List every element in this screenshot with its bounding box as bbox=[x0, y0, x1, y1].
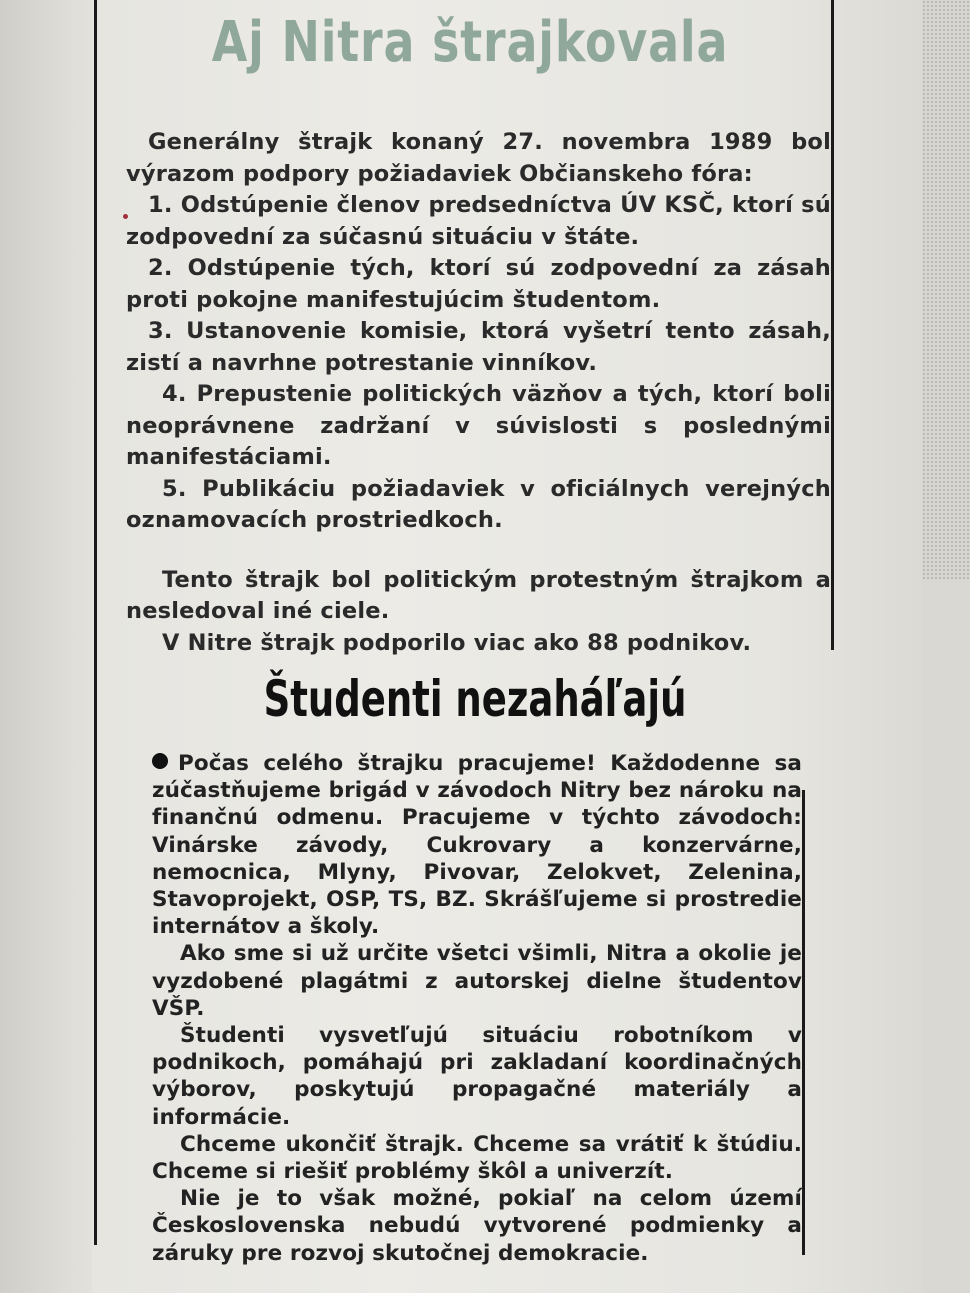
article2-paragraph: Nie je to však možné, pokiaľ na celom území Československa nebudú vytvorené podmienky a záruky pre rozvoj skutočnej demokracie. bbox=[152, 1186, 802, 1266]
demand-item: 4. Prepustenie politických väzňov a tých, ktorí boli neoprávnene zadržaní v súvislosti s poslednými manifestáciami. bbox=[126, 381, 831, 470]
article2-paragraph: Ako sme si už určite všetci všimli, Nitra a okolie je vyzdobené plagátmi z autorskej dielne študentov VŠP. bbox=[152, 941, 802, 1021]
article1-closing: V Nitre štrajk podporilo viac ako 88 podnikov. bbox=[162, 629, 752, 656]
article2-paragraph: Študenti vysvetľujú situáciu robotníkom v podnikoch, pomáhajú pri zakladaní koordinačných výborov, poskytujú propagačné materiály a informácie. bbox=[152, 1023, 802, 1130]
demand-item: 5. Publikáciu požiadaviek v oficiálnych verejných oznamovacích prostriedkoch. bbox=[126, 475, 831, 533]
article2-body bbox=[152, 750, 802, 1267]
article1-closing: Tento štrajk bol politickým protestným štrajkom a nesledoval iné ciele. bbox=[126, 566, 831, 624]
article1-headline: Aj Nitra štrajkovala bbox=[211, 10, 729, 75]
article1-body bbox=[126, 127, 831, 659]
page-margin bbox=[0, 0, 92, 1293]
article2-headline: Študenti nezaháľajú bbox=[263, 670, 687, 728]
paragraph-gap bbox=[126, 537, 831, 565]
article1-intro: Generálny štrajk konaný 27. novembra 1989 bol výrazom podpory požiadaviek Občianskeho fóra: bbox=[126, 129, 831, 187]
bullet-dot-icon bbox=[152, 753, 168, 769]
paper-edge bbox=[922, 580, 970, 1293]
article2-paragraph-text: Počas celého štrajku pracujeme! Každodenne sa zúčastňujeme brigád v závodoch Nitry bez nároku na finančnú odmenu. Pracujeme v týchto závodoch: Vinárske závody, Cukrovary a konzervárne, nemocnica, Mlyny, Pivovar, Zelokvet, Zelenina, Stavoprojekt, OSP, TS, BZ. Skrášľujeme si prostredie internátov a školy. bbox=[152, 751, 802, 940]
article2-paragraph: Chceme ukončiť štrajk. Chceme sa vrátiť k štúdiu. Chceme si riešiť problémy škôl a univerzít. bbox=[152, 1131, 802, 1185]
demand-item: 3. Ustanovenie komisie, ktorá vyšetrí tento zásah, zistí a navrhne potrestanie vinníkov. bbox=[126, 318, 831, 376]
article2-paragraph bbox=[152, 750, 802, 940]
demand-item: 2. Odstúpenie tých, ktorí sú zodpovední za zásah proti pokojne manifestujúcim študentom. bbox=[126, 255, 831, 313]
demand-item: 1. Odstúpenie členov predsedníctva ÚV KSČ, ktorí sú zodpovední za súčasnú situáciu v štáte. bbox=[126, 192, 831, 250]
column-rule-right-bottom bbox=[802, 790, 805, 1255]
halftone-edge bbox=[922, 0, 970, 580]
column-rule-left bbox=[94, 0, 97, 1245]
column-rule-right-top bbox=[831, 0, 834, 650]
